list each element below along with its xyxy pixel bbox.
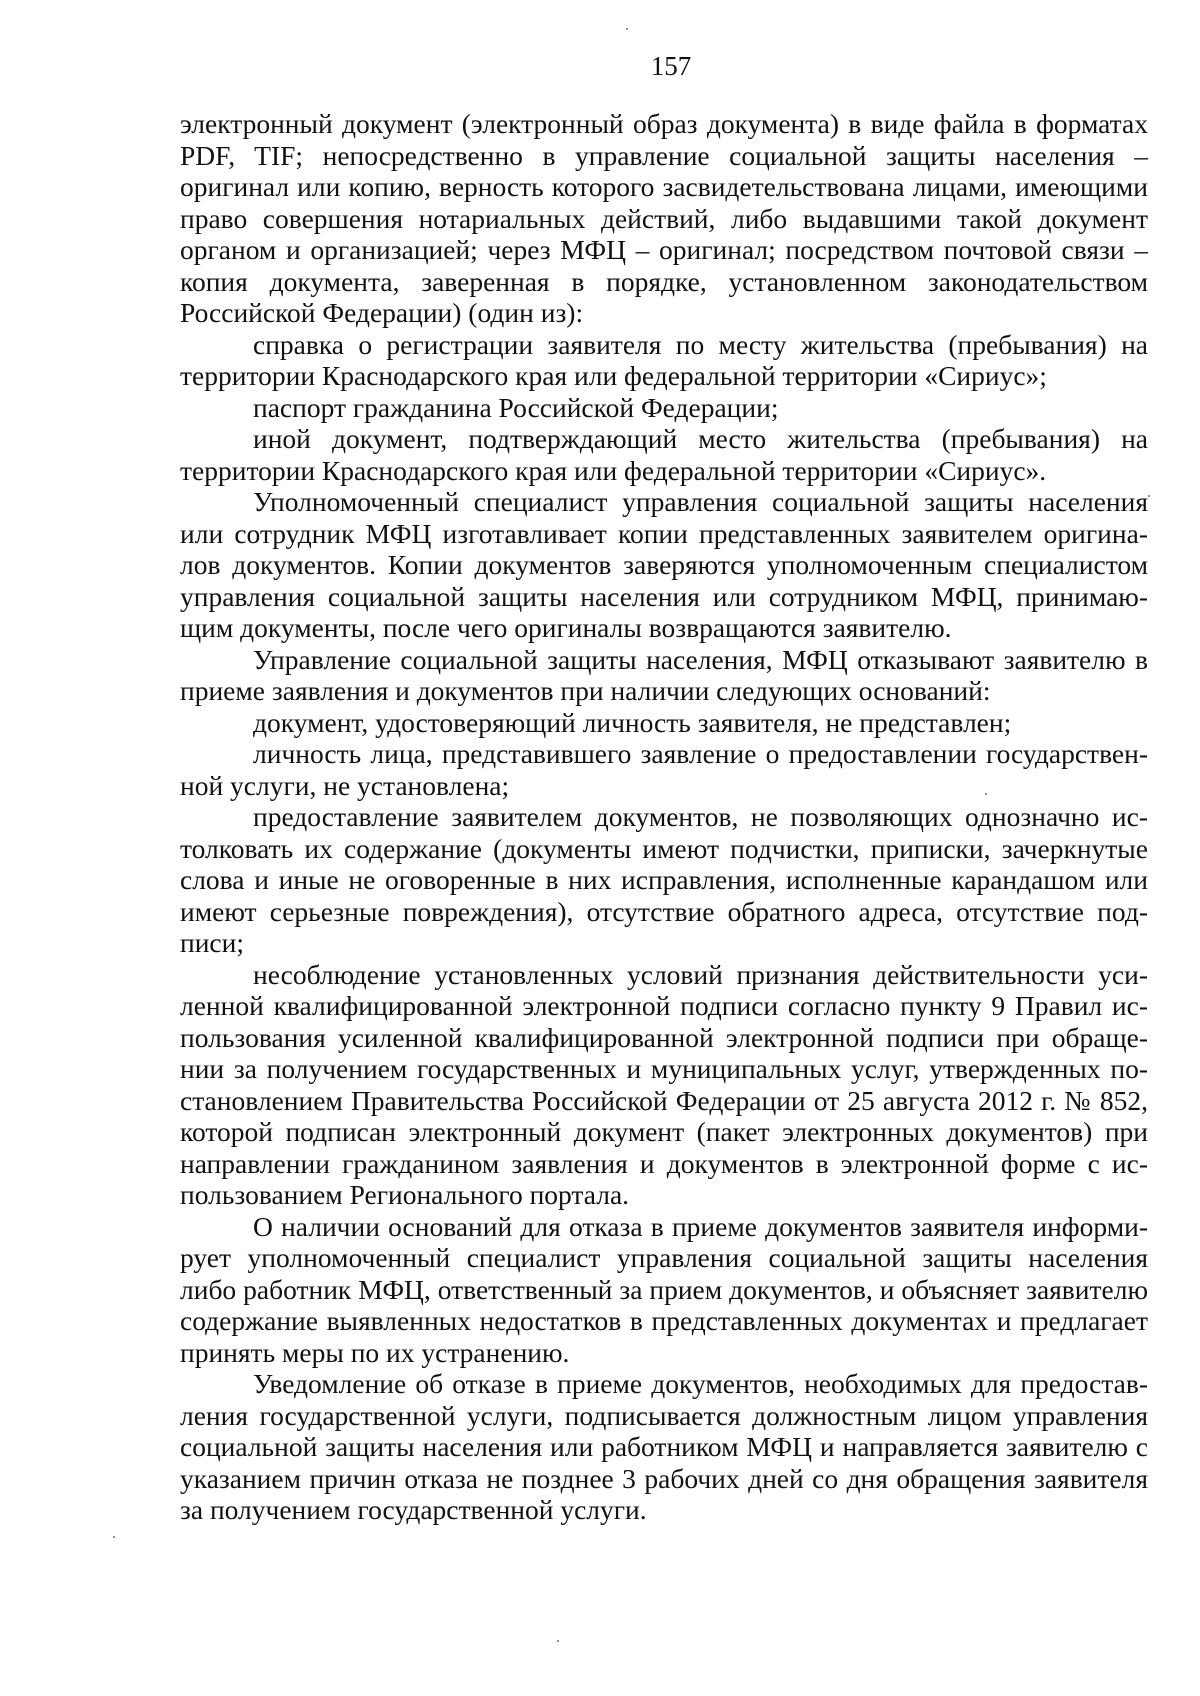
paragraph: иной документ, подтверждающий место жительства (пребывания) на территории Краснодарского края или федеральной территории «Сириус». (180, 423, 1148, 486)
paragraph: Управление социальной защиты населения, МФЦ отказывают заявителю в приеме заявления и документов при наличии следующих оснований: (180, 643, 1148, 706)
scan-speck (626, 28, 628, 30)
page-number: 157 (650, 51, 692, 81)
paragraph: несоблюдение установленных условий признания действительности усиленной квалифицированной электронной подписи согласно пункту 9 Правил использования усиленной квалифицированной электронной подписи при обращении за получением государственных и муниципальных услуг, утвержденных постановлением Правительства Российской Федерации от 25 августа 2012 г. № 852, которой подписан электронный документ (пакет электронных документов) при направлении гражданином заявления и документов в электронной форме с использованием Регионального портала. (180, 958, 1148, 1210)
paragraph: предоставление заявителем документов, не позволяющих однозначно истолковать их содержание (документы имеют подчистки, приписки, зачеркнутые слова и иные не оговоренные в них исправления, исполненные карандашом или имеют серьезные повреждения), отсутствие обратного адреса, отсутствие подписи; (180, 801, 1148, 958)
paragraph: электронный документ (электронный образ документа) в виде файла в форматах PDF, TIF; непосредственно в управление социальной защиты населения – оригинал или копию, верность которого засвидетельствована лицами, имеющими право совершения нотариальных действий, либо выдавшими такой документ органом и организацией; через МФЦ – оригинал; посредством почтовой связи – копия документа, заверенная в порядке, установленном законодательством Российской Федерации) (один из): (180, 108, 1148, 328)
scan-speck (1148, 495, 1150, 497)
scan-speck (985, 793, 987, 795)
paragraph: паспорт гражданина Российской Федерации; (253, 391, 779, 423)
scan-speck (113, 1536, 115, 1538)
paragraph: личность лица, представившего заявление о предоставлении государственной услуги, не установлена; (180, 738, 1148, 801)
paragraph: Уведомление об отказе в приеме документов, необходимых для предоставления государственной услуги, подписывается должностным лицом управления социальной защиты населения или работником МФЦ и направляется заявителю с указанием причин отказа не позднее 3 рабочих дней со дня обращения заявителя за получением государственной услуги. (180, 1368, 1148, 1525)
paragraph: Уполномоченный специалист управления социальной защиты населения или сотрудник МФЦ изготавливает копии представленных заявителем оригиналов документов. Копии документов заверяются уполномоченным специалистом управления социальной защиты населения или сотрудником МФЦ, принимающим документы, после чего оригиналы возвращаются заявителю. (180, 486, 1148, 643)
document-body (180, 108, 1148, 1526)
scan-speck (557, 1640, 559, 1642)
paragraph: документ, удостоверяющий личность заявителя, не представлен; (253, 706, 1012, 738)
paragraph: О наличии оснований для отказа в приеме документов заявителя информирует уполномоченный специалист управления социальной защиты населения либо работник МФЦ, ответственный за прием документов, и объясняет заявителю содержание выявленных недостатков в представленных документах и предлагает принять меры по их устранению. (180, 1210, 1148, 1368)
paragraph: справка о регистрации заявителя по месту жительства (пребывания) на территории Краснодарского края или федеральной территории «Сириус»; (180, 328, 1148, 391)
